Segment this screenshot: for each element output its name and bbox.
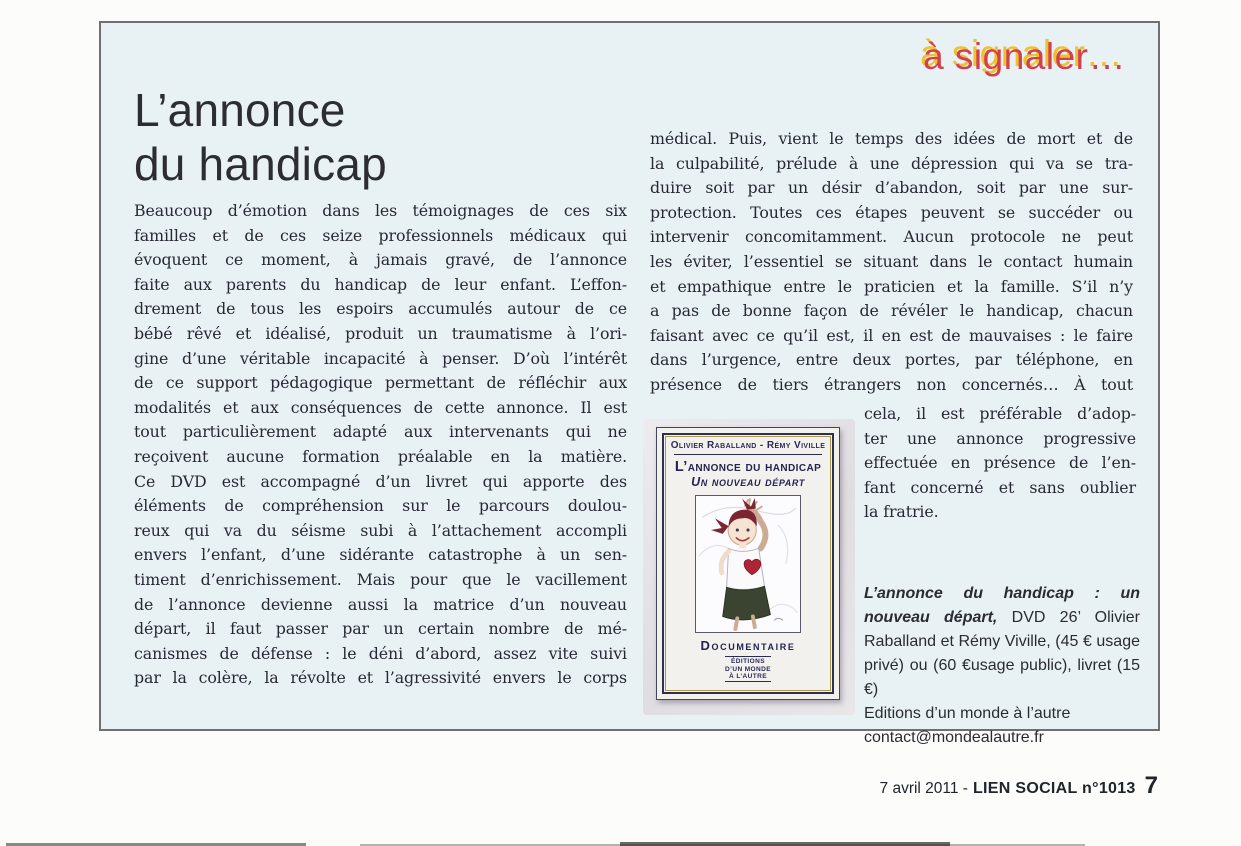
page-footer — [880, 772, 1158, 800]
dvd-cover-genre: Documentaire — [700, 638, 796, 653]
publisher-line: À L’AUTRE — [725, 673, 771, 682]
dvd-caption-title: L’annonce du handicap : un nouveau départ, — [864, 585, 1140, 626]
dvd-caption-text — [864, 582, 1140, 702]
article-title: L’annonce du handicap — [134, 84, 387, 190]
footer-magazine-issue: LIEN SOCIAL n°1013 — [972, 780, 1136, 797]
dvd-cover-photo — [643, 419, 855, 715]
footer-page-number: 7 — [1144, 772, 1158, 799]
publisher-logo — [725, 656, 771, 682]
dvd-cover-subtitle: Un nouveau départ — [691, 475, 805, 489]
article-wrap-column: cela, il est préférable d’adop- ter une annonce progressive effectuée en présence de l’en- fant concerné et sans oublier la fratrie. — [864, 404, 1136, 522]
article-panel — [99, 21, 1160, 746]
dvd-cover-rule — [674, 454, 822, 455]
publisher-line: ÉDITIONS — [731, 658, 765, 665]
scan-artifact-bar — [620, 842, 950, 846]
dvd-cover-authors: Olivier Raballand - Rémy Viville — [670, 440, 826, 451]
dvd-cover-title: L’annonce du handicap — [674, 459, 822, 475]
dvd-cover-content — [665, 436, 831, 691]
dvd-caption-body: DVD 26’ Olivier Raballand et Rémy Viville, (45 € usage privé) ou (60 €usage public), livret (15 €) — [864, 609, 1141, 698]
footer-date: 7 avril 2011 - — [879, 780, 968, 797]
publisher-line: D’UN MONDE — [725, 665, 771, 673]
dvd-cover — [656, 427, 840, 700]
article-left-column: Beaucoup d’émotion dans les témoignages de ces six familles et de ces seize professionnels médicaux qui évoquent ce moment, à jamais gravé, de l’annonce faite aux parents du handicap de leur enfant. L’effon- drement de tous les espoirs accumulés autour de ce bébé rêvé et idéalisé, produit un traumatisme à l’ori- gine d’une véritable incapacité à penser. D’où l’intérêt de ce support pédagogique permettant de réfléchir aux modalités et aux conséquences de cette annonce. Il est tout particulièrement adapté aux intervenants qui ne reçoivent aucune formation préalable en la matière. Ce DVD est accompagné d’un livret qui apporte des éléments de compréhension sur le parcours doulou- reux qui va du séisme subi à l’attachement accompli envers l’enfant, d’une sidérante catastrophe à un sen- timent d’enrichissement. Mais pour que le vacillement de l’annonce devienne aussi la matrice d’un nouveau départ, il faut passer par un certain nombre de mé- canismes de défense : le déni d’abord, assez vite suivi par la colère, la révolte et l’agressivité envers le corps — [134, 201, 627, 688]
article-right-column: médical. Puis, vient le temps des idées de mort et de la culpabilité, prélude à une dépression qui va se tra- duire soit par un désir d’abandon, soit par une sur- protection. Toutes ces étapes peuvent se succéder ou intervenir concomitamment. Aucun protocole ne peut les éviter, l’essentiel se situant dans le contact humain et empathique entre le praticien et la famille. S’il n’y a pas de bonne façon de révéler le handicap, chacun faisant avec ce qu’il est, il en est de mauvaises : le faire dans l’urgence, entre deux portes, par téléphone, en présence de tiers étrangers non concernés… À tout — [650, 129, 1133, 394]
dvd-caption-publisher: Editions d’un monde à l’autre — [864, 705, 1071, 722]
dvd-caption — [864, 582, 1140, 750]
girl-illustration — [695, 495, 801, 633]
section-header-a-signaler: à signaler… — [923, 36, 1126, 77]
dvd-caption-contact: contact@mondealautre.fr — [864, 729, 1044, 746]
